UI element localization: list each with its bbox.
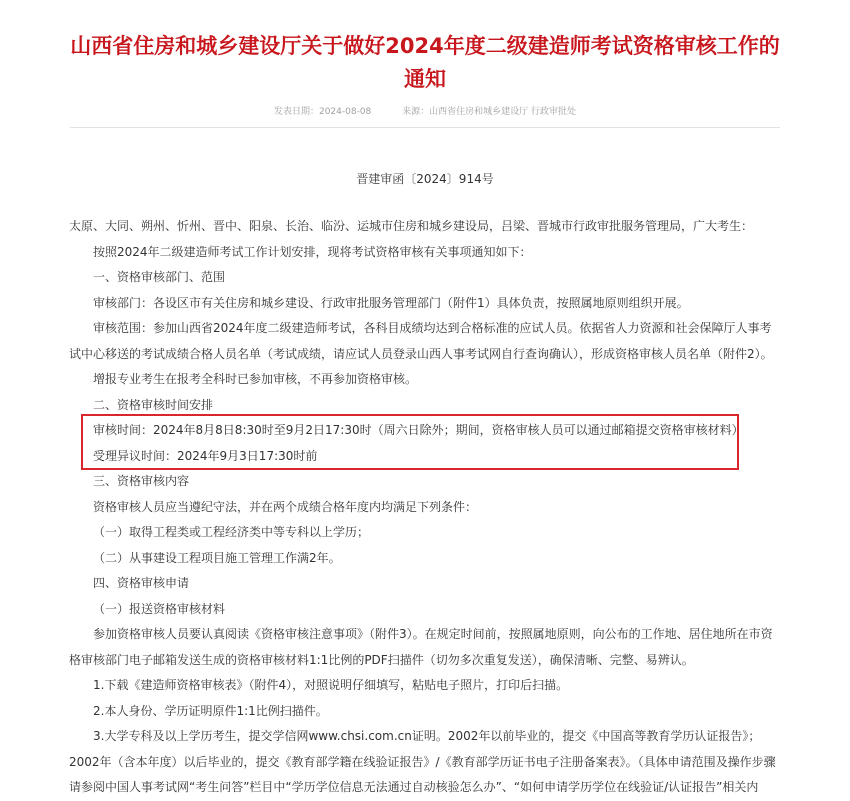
body-paragraph: （一）取得工程类或工程经济类中等专科以上学历； xyxy=(93,525,370,539)
body-paragraph: 受理异议时间：2024年9月3日17:30时前 xyxy=(93,448,318,463)
publish-date-label: 发表日期： xyxy=(273,107,319,117)
body-paragraph: 四、资格审核申请 xyxy=(93,576,190,590)
body-paragraph: 审核范围：参加山西省2024年度二级建造师考试，各科目成绩均达到合格标准的应试人员。依据省人力资源和社会保障厅人事考试中心移送的考试成绩合格人员名单（考试成绩，请应试人员登录山西人事考试网自行查询确认），形成资格审核人员名单（附件2）。 xyxy=(69,321,773,361)
page-title: 山西省住房和城乡建设厅关于做好2024年度二级建造师考试资格审核工作的通知 xyxy=(70,34,780,91)
body-paragraph: 2.本人身份、学历证明原件1:1比例扫描件。 xyxy=(93,703,328,718)
source-value: 山西省住房和城乡建设厅 行政审批处 xyxy=(429,107,577,117)
document-number: 晋建审函〔2024〕914号 xyxy=(356,172,494,186)
body-paragraph: 增报专业考生在报考全科时已参加审核，不再参加资格审核。 xyxy=(93,372,418,386)
body-paragraph: 审核部门：各设区市有关住房和城乡建设、行政审批服务管理部门（附件1）具体负责，按照属地原则组织开展。 xyxy=(93,295,689,310)
publish-date-value: 2024-08-08 xyxy=(318,107,372,117)
body-paragraph: （一）报送资格审核材料 xyxy=(93,601,226,616)
body-paragraph: 参加资格审核人员要认真阅读《资格审核注意事项》（附件3）。在规定时间前，按照属地原则，向公布的工作地、居住地所在市资格审核部门电子邮箱发送生成的资格审核材料1:1比例的PDF扫描件（切勿多次重复发送），确保清晰、完整、易辨认。 xyxy=(69,627,773,667)
body-paragraph: 三、资格审核内容 xyxy=(93,474,190,488)
body-paragraph: （二）从事建设工程项目施工管理工作满2年。 xyxy=(93,550,341,565)
article-meta xyxy=(0,104,850,117)
body-paragraph: 3.大学专科及以上学历考生，提交学信网www.chsi.com.cn证明。2002年以前毕业的，提交《中国高等教育学历认证报告》；2002年（含本年度）以后毕业的，提交《教育部学籍在线验证报告》/《教育部学历证书电子注册备案表》。（具体申请范围及操作步骤请参阅中国人事考试网“考生问答”栏目中“学历学位信息无法通过自动核验怎么办”、“如何申请学历学位在线验证/认证报告”相关内 xyxy=(69,729,776,794)
body-paragraph: 按照2024年二级建造师考试工作计划安排，现将考试资格审核有关事项通知如下： xyxy=(93,244,532,259)
source-label: 来源： xyxy=(402,107,430,117)
body-paragraph: 审核时间：2024年8月8日8:30时至9月2日17:30时（周六日除外；期间，资格审核人员可以通过邮箱提交资格审核材料） xyxy=(93,423,744,437)
body-paragraph: 资格审核人员应当遵纪守法，并在两个成绩合格年度内均满足下列条件： xyxy=(93,499,478,514)
article-source xyxy=(402,107,576,117)
header-divider xyxy=(70,127,780,128)
body-paragraph: 二、资格审核时间安排 xyxy=(93,397,214,412)
article-body xyxy=(69,214,781,801)
body-paragraph: 太原、大同、朔州、忻州、晋中、阳泉、长治、临汾、运城市住房和城乡建设局，吕梁、晋城市行政审批服务管理局，广大考生： xyxy=(69,219,754,233)
highlight-box xyxy=(81,414,739,470)
body-paragraph: 一、资格审核部门、范围 xyxy=(93,270,226,284)
publish-date xyxy=(274,107,371,117)
body-paragraph: 1.下载《建造师资格审核表》（附件4），对照说明仔细填写，粘贴电子照片，打印后扫描。 xyxy=(93,678,569,692)
